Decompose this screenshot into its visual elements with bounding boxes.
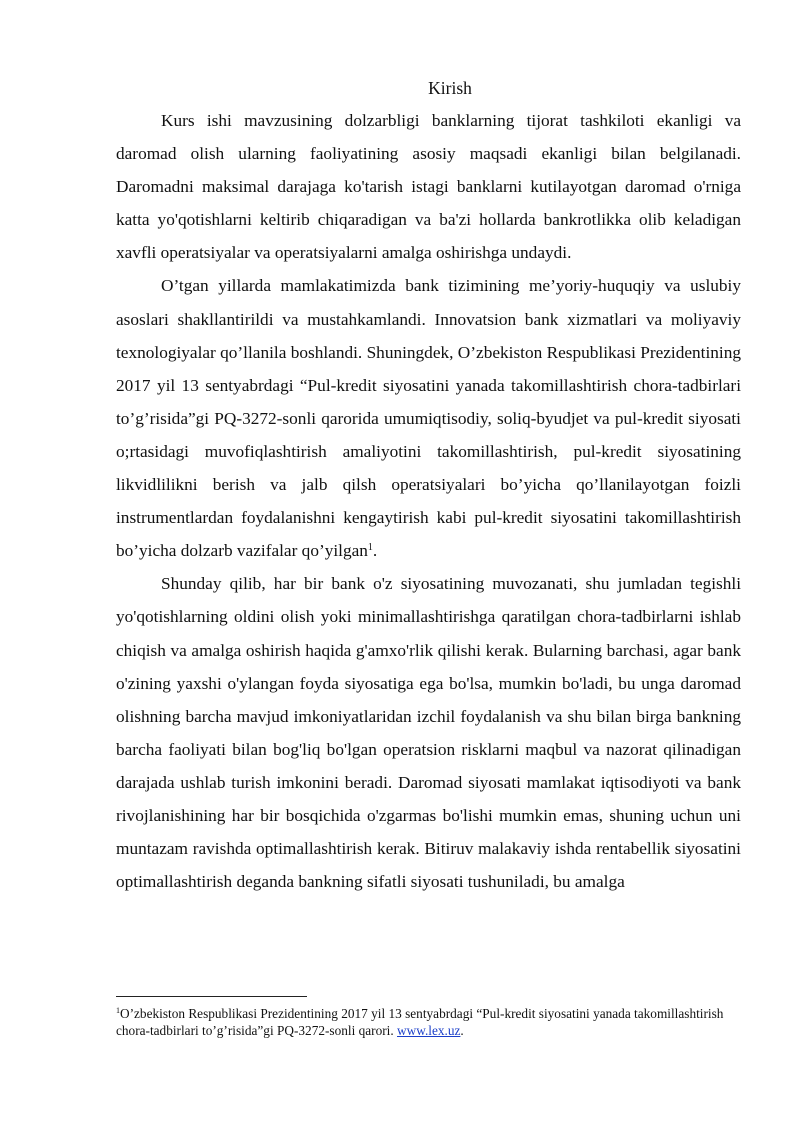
footnote-text: O’zbekiston Respublikasi Prezidentining 2017 yil 13 sentyabrdagi “Pul-kredit siyosatini yanada takomillashtirish chora-tadbirlari to’g’risida”gi PQ-3272-sonli qarori. <box>116 1006 724 1038</box>
paragraph-text: Kurs ishi mavzusining dolzarbligi banklarning tijorat tashkiloti ekanligi va daromad olish ularning faoliyatining asosiy maqsadi ekanligi bilan belgilanadi. Daromadni maksimal darajaga ko'tarish istagi banklarni kutilayotgan daromad o'rniga katta yo'qotishlarni keltirib chiqaradigan va ba'zi hollarda bankrotlikka olib keladigan xavfli operatsiyalar va operatsiyalarni amalga oshirishga undaydi. <box>116 111 741 263</box>
page-title: Kirish <box>428 78 472 98</box>
paragraph-end-punctuation: . <box>372 541 378 561</box>
footnote-reference[interactable]: 1 <box>367 542 373 554</box>
paragraph-relevance <box>116 104 741 269</box>
paragraph-text: Shunday qilib, har bir bank o'z siyosatining muvozanati, shu jumladan tegishli yo'qotishlarning oldini olish yoki minimallashtirishga qaratilgan chora-tadbirlarni ishlab chiqish va amalga oshirish haqida g'amxo'rlik qilishi kerak. Bularning barchasi, agar bank o'zining yaxshi o'ylangan foyda siyosatiga ega bo'lsa, mumkin bo'ladi, bu unga daromad olishning barcha mavjud imkoniyatlaridan izchil foydalanish va shu bilan birga bankning barcha faoliyati bilan bog'liq bo'lgan operatsion risklarni maqbul va nazorat qilinadigan darajada ushlab turish imkonini beradi. Daromad siyosati mamlakat iqtisodiyoti va bank rivojlanishining har bir bosqichida o'zgarmas bo'lishi mumkin emas, shuning uchun uni muntazam ravishda optimallashtirish kerak. Bitiruv malakaviy ishda rentabellik siyosatini optimallashtirish deganda bankning sifatli siyosati tushuniladi, bu amalga <box>116 574 741 892</box>
footnote-separator <box>116 996 307 997</box>
paragraph-profit-policy <box>116 567 741 898</box>
paragraph-legal-basis <box>116 269 741 567</box>
footnote <box>116 1005 748 1039</box>
body-text <box>116 104 741 898</box>
paragraph-text: O’tgan yillarda mamlakatimizda bank tizimining me’yoriy-huquqiy va uslubiy asoslari shakllantirildi va mustahkamlandi. Innovatsion bank xizmatlari va moliyaviy texnologiyalar qo’llanila boshlandi. Shuningdek, O’zbekiston Respublikasi Prezidentining 2017 yil 13 sentyabrdagi “Pul-kredit siyosatini yanada takomillashtirish chora-tadbirlari to’g’risida”gi PQ-3272-sonli qarorida umumiqtisodiy, soliq-byudjet va pul-kredit siyosati o;rtasidagi muvofiqlashtirish amaliyotini takomillashtirish, pul-kredit siyosatining likvidlilikni berish va jalb qilsh operatsiyalari bo’yicha qo’llanilayotgan foizli instrumentlardan foydalanishni kengaytirish kabi pul-kredit siyosatini takomillashtirish bo’yicha dolzarb vazifalar qo’yilgan <box>116 276 741 561</box>
footnote-marker: 1 <box>116 1006 120 1015</box>
footnote-end-punctuation: . <box>460 1023 464 1038</box>
footnote-link[interactable]: www.lex.uz <box>397 1023 461 1038</box>
